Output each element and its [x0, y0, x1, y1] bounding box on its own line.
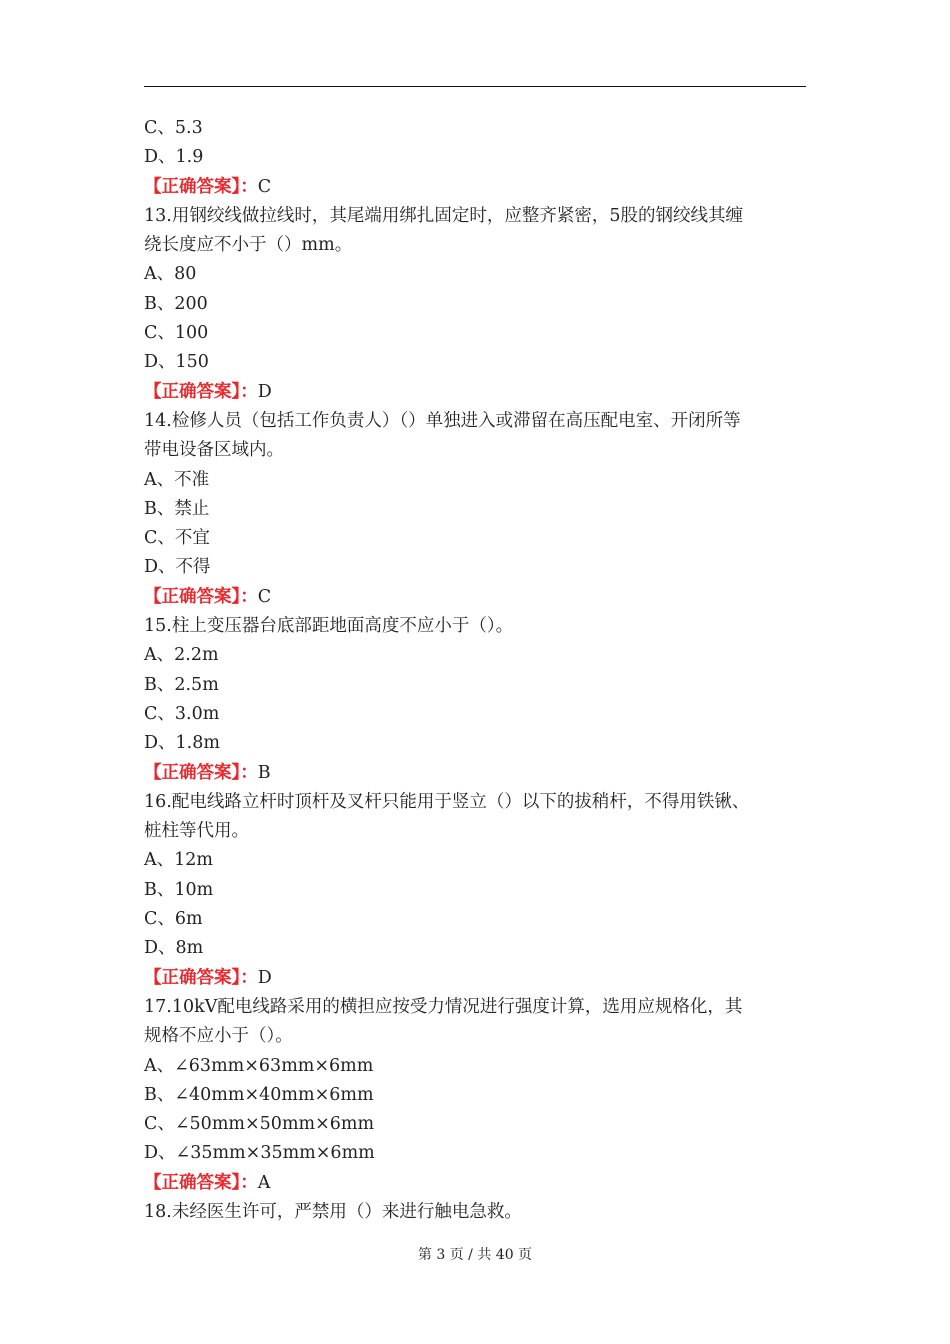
answer-value: C [257, 586, 272, 607]
option: D、150 [144, 352, 209, 373]
question-stem: 桩柱等代用。 [144, 821, 249, 842]
option: C、100 [144, 323, 209, 344]
option: D、∠35mm×35mm×6mm [144, 1143, 375, 1164]
answer-label: 【正确答案】： [144, 381, 258, 402]
answer-value: B [257, 762, 271, 783]
answer-label: 【正确答案】： [144, 176, 258, 197]
option: B、2.5m [144, 674, 219, 695]
option: B、10m [144, 879, 214, 900]
option: C、∠50mm×50mm×6mm [144, 1114, 375, 1135]
answer-line [144, 173, 808, 202]
answer-line [144, 378, 808, 407]
option: C、6m [144, 909, 203, 930]
answer-label: 【正确答案】： [144, 967, 258, 988]
question-stem: 17.10kV配电线路采用的横担应按受力情况进行强度计算，选用应规格化，其 [144, 996, 743, 1017]
answer-label: 【正确答案】： [144, 586, 258, 607]
answer-label: 【正确答案】： [144, 762, 258, 783]
option: B、∠40mm×40mm×6mm [144, 1084, 374, 1105]
question-stem: 15.柱上变压器台底部距地面高度不应小于（）。 [144, 616, 514, 637]
answer-value: C [257, 176, 272, 197]
option: D、1.8m [144, 733, 220, 754]
answer-value: A [257, 1172, 271, 1193]
option: A、12m [144, 850, 214, 871]
question-stem: 18.未经医生许可，严禁用（）来进行触电急救。 [144, 1201, 522, 1222]
question-stem: 14.检修人员（包括工作负责人）（）单独进入或滞留在高压配电室、开闭所等 [144, 410, 741, 431]
option: D、8m [144, 938, 204, 959]
option: A、2.2m [144, 645, 219, 666]
page-content [144, 114, 808, 1227]
answer-line [144, 1169, 808, 1198]
answer-label: 【正确答案】： [144, 1172, 258, 1193]
option: D、不得 [144, 557, 211, 578]
option: B、200 [144, 293, 208, 314]
option: A、80 [144, 264, 197, 285]
question-stem: 13.用钢绞线做拉线时，其尾端用绑扎固定时，应整齐紧密，5股的钢绞线其缠 [144, 205, 743, 226]
answer-line [144, 964, 808, 993]
option: D、1.9 [144, 147, 204, 168]
option: B、禁止 [144, 498, 210, 519]
option: C、3.0m [144, 703, 220, 724]
option: A、不准 [144, 469, 210, 490]
option: C、5.3 [144, 118, 203, 138]
answer-line [144, 759, 808, 788]
question-stem: 绕长度应不小于（）mm。 [144, 235, 353, 256]
question-stem: 16.配电线路立杆时顶杆及叉杆只能用于竖立（）以下的拔稍杆，不得用铁锹、 [144, 791, 750, 812]
option: C、不宜 [144, 528, 210, 549]
question-stem: 规格不应小于（）。 [144, 1026, 293, 1047]
page-footer: 第 3 页 / 共 40 页 [417, 1247, 533, 1263]
question-stem: 带电设备区域内。 [144, 440, 284, 461]
answer-value: D [257, 381, 272, 402]
option: A、∠63mm×63mm×6mm [144, 1055, 374, 1076]
header-rule [144, 86, 806, 87]
answer-line [144, 583, 808, 612]
answer-value: D [257, 967, 272, 988]
